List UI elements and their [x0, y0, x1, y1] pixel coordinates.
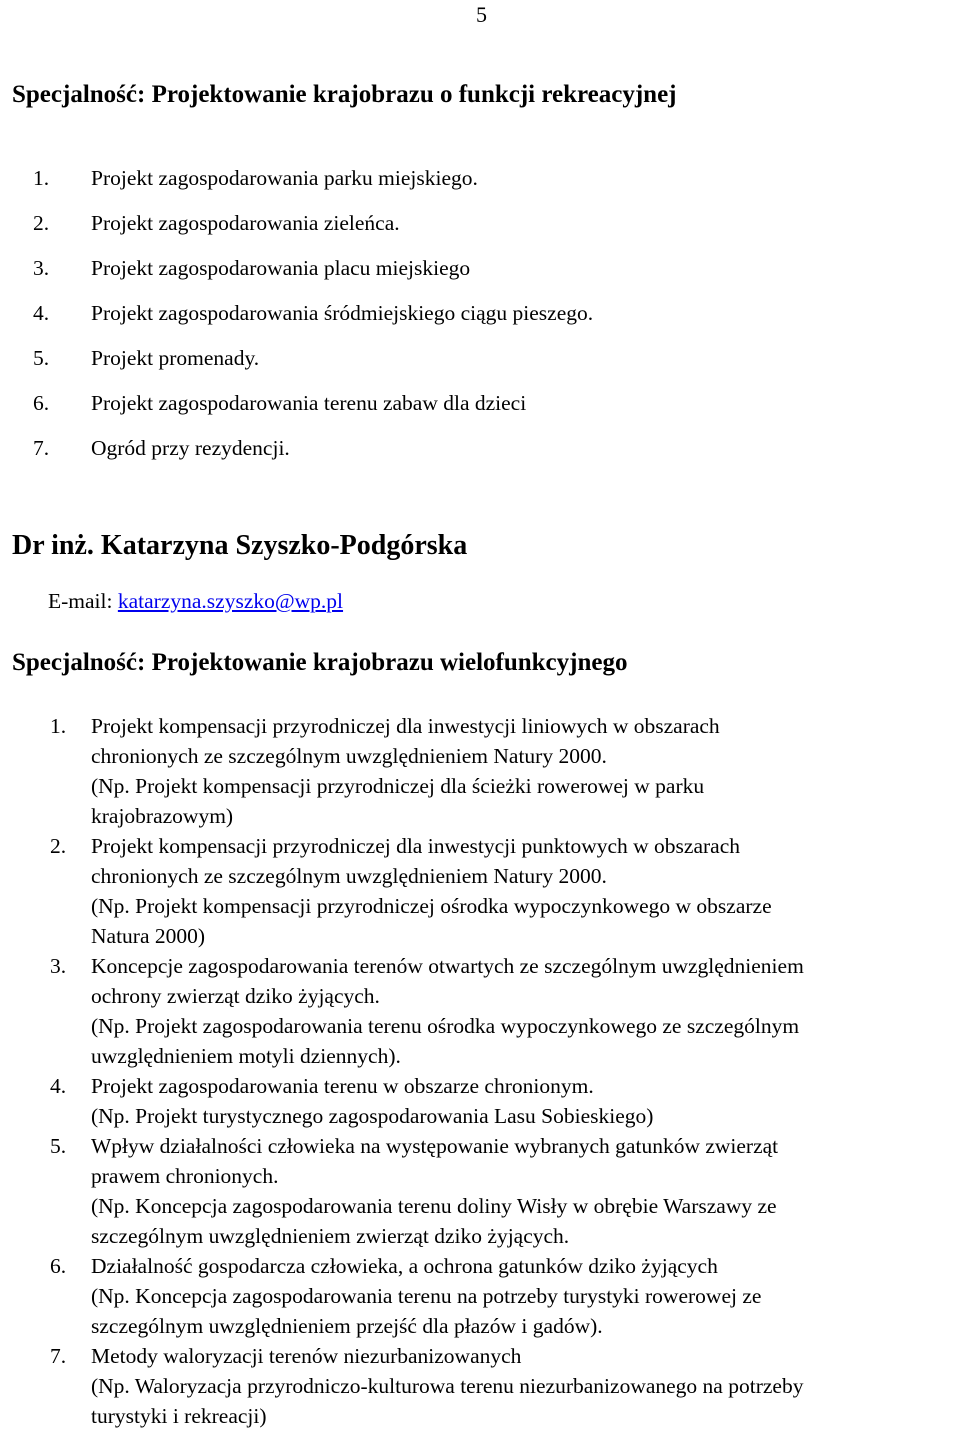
- list-item: [0, 1131, 960, 1251]
- item-text: Projekt zagospodarowania śródmiejskiego ciągu pieszego.: [91, 301, 594, 325]
- item-text-line: Działalność gospodarcza człowieka, a ochrona gatunków dziko żyjących: [91, 1254, 718, 1278]
- list-item: [0, 1071, 960, 1131]
- item-text-line: (Np. Projekt kompensacji przyrodniczej ośrodka wypoczynkowego w obszarze: [91, 894, 772, 918]
- section-heading-text: Specjalność: Projektowanie krajobrazu wielofunkcyjnego: [12, 649, 628, 676]
- topic-list-multifunctional: [0, 711, 960, 1431]
- item-text-line: (Np. Projekt zagospodarowania terenu ośrodka wypoczynkowego ze szczególnym: [91, 1014, 800, 1038]
- item-text-line: ochrony zwierząt dziko żyjących.: [91, 984, 380, 1008]
- page-number: 5: [476, 2, 487, 27]
- item-number: 3.: [50, 954, 67, 978]
- item-text: Projekt promenady.: [91, 346, 260, 370]
- item-text-line: prawem chronionych.: [91, 1164, 279, 1188]
- list-item: [0, 951, 960, 1071]
- item-text-line: Projekt kompensacji przyrodniczej dla inwestycji punktowych w obszarach: [91, 834, 740, 858]
- item-text-line: uwzględnieniem motyli dziennych).: [91, 1044, 401, 1068]
- section-heading-recreational: Specjalność: Projektowanie krajobrazu o funkcji rekreacyjnej: [12, 81, 677, 108]
- item-number: 2.: [50, 834, 67, 858]
- list-item: [0, 831, 960, 951]
- item-text-line: Koncepcje zagospodarowania terenów otwartych ze szczególnym uwzględnieniem: [91, 954, 804, 978]
- item-number: 4.: [50, 1074, 67, 1098]
- email-link[interactable]: katarzyna.szyszko@wp.pl: [117, 589, 344, 613]
- list-item: [0, 711, 960, 831]
- item-text-line: (Np. Projekt kompensacji przyrodniczej dla ścieżki rowerowej w parku: [91, 774, 705, 798]
- item-text-line: Wpływ działalności człowieka na występowanie wybranych gatunków zwierząt: [91, 1134, 779, 1158]
- item-text-line: szczególnym uwzględnieniem zwierząt dziko żyjących.: [91, 1224, 570, 1248]
- item-text-line: Metody waloryzacji terenów niezurbanizowanych: [91, 1344, 522, 1368]
- item-text-line: Projekt zagospodarowania terenu w obszarze chronionym.: [91, 1074, 594, 1098]
- item-text-line: (Np. Projekt turystycznego zagospodarowania Lasu Sobieskiego): [91, 1104, 654, 1128]
- supervisor-name: Dr inż. Katarzyna Szyszko-Podgórska: [12, 530, 468, 561]
- email-label: E-mail:: [48, 589, 113, 613]
- section-heading-multifunctional: [12, 648, 627, 678]
- item-text-line: chronionych ze szczególnym uwzględnieniem Natury 2000.: [91, 744, 607, 768]
- item-text-line: (Np. Koncepcja zagospodarowania terenu na potrzeby turystyki rowerowej ze: [91, 1284, 762, 1308]
- item-number: 6.: [33, 391, 50, 415]
- item-number: 1.: [33, 166, 50, 190]
- item-number: 7.: [50, 1344, 67, 1368]
- item-text: Ogród przy rezydencji.: [91, 436, 290, 460]
- item-number: 4.: [33, 301, 50, 325]
- item-text-line: krajobrazowym): [91, 804, 234, 828]
- item-text-line: turystyki i rekreacji): [91, 1404, 267, 1428]
- item-number: 1.: [50, 714, 67, 738]
- item-number: 3.: [33, 256, 50, 280]
- item-number: 2.: [33, 211, 50, 235]
- item-text: Projekt zagospodarowania placu miejskiego: [91, 256, 471, 280]
- list-item: [0, 1251, 960, 1341]
- item-text-line: chronionych ze szczególnym uwzględnieniem Natury 2000.: [91, 864, 607, 888]
- item-number: 5.: [50, 1134, 67, 1158]
- item-text-line: Natura 2000): [91, 924, 206, 948]
- item-number: 5.: [33, 346, 50, 370]
- list-item: [0, 1341, 960, 1431]
- item-text-line: (Np. Koncepcja zagospodarowania terenu doliny Wisły w obrębie Warszawy ze: [91, 1194, 777, 1218]
- item-text: Projekt zagospodarowania parku miejskiego.: [91, 166, 478, 190]
- item-text: Projekt zagospodarowania terenu zabaw dla dzieci: [91, 391, 527, 415]
- item-number: 7.: [33, 436, 50, 460]
- item-text-line: Projekt kompensacji przyrodniczej dla inwestycji liniowych w obszarach: [91, 714, 720, 738]
- item-text: Projekt zagospodarowania zieleńca.: [91, 211, 400, 235]
- item-text-line: (Np. Waloryzacja przyrodniczo-kulturowa terenu niezurbanizowanego na potrzeby: [91, 1374, 804, 1398]
- item-text-line: szczególnym uwzględnieniem przejść dla płazów i gadów).: [91, 1314, 603, 1338]
- email-line: [48, 588, 343, 614]
- item-number: 6.: [50, 1254, 67, 1278]
